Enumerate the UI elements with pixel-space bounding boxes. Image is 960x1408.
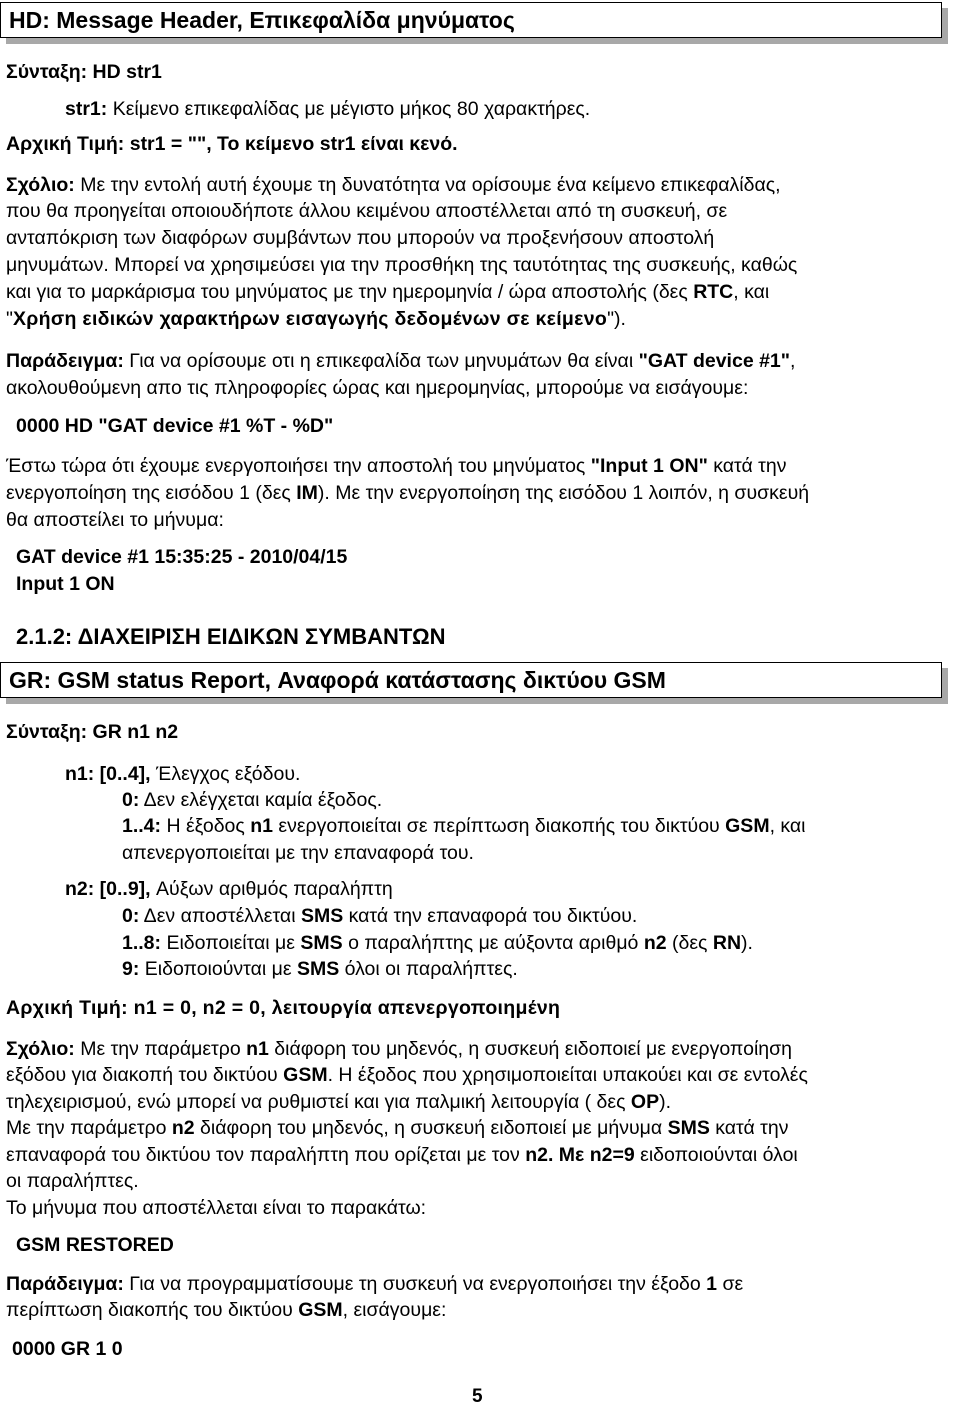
text: " [6, 308, 13, 330]
text: κατά την επαναφορά του δικτύου. [343, 905, 638, 927]
text: επαναφορά του δικτύου τον παραλήπτη που ορίζεται με τον [6, 1144, 526, 1166]
special-chars-ref: Χρήση ειδικών χαρακτήρων εισαγωγής δεδομένων σε κείμενο [12, 308, 608, 330]
text: "). [607, 308, 626, 330]
text: , και [733, 281, 770, 303]
hd-header-box: HD: Message Header, Επικεφαλίδα μηνύματος [0, 2, 942, 38]
text: . Η έξοδος που χρησιμοποιείται υπακούει και σε εντολές [327, 1064, 808, 1086]
param-desc: Έλεγχος εξόδου. [150, 763, 301, 785]
value-desc: Δεν ελέγχεται καμία έξοδος. [139, 789, 383, 811]
gr-n2-value-1-8 [122, 931, 753, 956]
text: , εισάγουμε: [342, 1299, 447, 1321]
text: Δεν αποστέλλεται [139, 905, 301, 927]
gr-n2-value-9 [122, 957, 518, 982]
gr-n1-value-1-4-line-2: απενεργοποιείται με την επαναφορά του. [122, 842, 474, 864]
gr-initial-value: Αρχική Τιμή: n1 = 0, n2 = 0, λειτουργία απενεργοποιημένη [6, 997, 561, 1019]
hd-comment-line-6 [6, 307, 626, 332]
gr-comment-line-4 [6, 1116, 788, 1141]
text: Έστω τώρα ότι έχουμε ενεργοποιήσει την αποστολή του μηνύματος [6, 455, 591, 477]
gr-comment-line-1 [6, 1037, 792, 1062]
hd-example-code: 0000 HD "GAT device #1 %T - %D" [16, 415, 334, 437]
value-key: 9: [122, 958, 140, 980]
hd-syntax: Σύνταξη: HD str1 [6, 61, 162, 83]
text: , [790, 350, 796, 372]
hd-param-str1 [65, 97, 590, 122]
gr-message: GSM RESTORED [16, 1234, 174, 1256]
n2-all-ref: Με n2=9 [553, 1144, 635, 1166]
text: και για το μαρκάρισμα του μηνύματος με την ημερομηνία / ώρα αποστολής (δες [6, 281, 694, 303]
comment-label: Σχόλιο: [6, 1038, 75, 1060]
sms-ref: SMS [300, 932, 343, 954]
text: Η έξοδος [161, 815, 251, 837]
hd-message-line-1: GAT device #1 15:35:25 - 2010/04/15 [16, 546, 348, 568]
hd-example-line-1 [6, 349, 795, 374]
section-number: 2.1.2: [16, 624, 78, 649]
text: όλοι οι παραλήπτες. [339, 958, 518, 980]
gr-comment-line-7: Το μήνυμα που αποστέλλεται είναι το παρακάτω: [6, 1197, 427, 1219]
param-key: str1: [65, 98, 108, 120]
example-label: Παράδειγμα: [6, 1273, 124, 1295]
gr-syntax: Σύνταξη: GR n1 n2 [6, 721, 179, 743]
text: περίπτωση διακοπής του δικτύου [6, 1299, 299, 1321]
value-key: 1..8: [122, 932, 162, 954]
rn-ref: RN [712, 932, 742, 954]
hd-example-line-2: ακολουθούμενη απο τις πληροφορίες ώρας και ημερομηνίας, μπορούμε να εισάγουμε: [6, 377, 749, 399]
n2-ref: n2 [643, 932, 667, 954]
gr-comment-line-6: οι παραλήπτες. [6, 1170, 139, 1192]
text: ). [741, 932, 753, 954]
sms-ref: SMS [667, 1117, 710, 1139]
example-label: Παράδειγμα: [6, 350, 124, 372]
n1-ref: n1 [246, 1038, 269, 1060]
hd-comment-line-1 [6, 173, 781, 198]
param-desc: Αύξων αριθμός παραλήπτη [150, 878, 393, 900]
text: ). Με την ενεργοποίηση της εισόδου 1 λοιπόν, η συσκευή [317, 482, 810, 504]
param-desc: Κείμενο επικεφαλίδας με μέγιστο μήκος 80 χαρακτήρες. [107, 98, 591, 120]
hd-comment-line-2: που θα προηγείται οποιουδήποτε άλλου κειμένου αποστέλλεται από τη συσκευή, σε [6, 200, 728, 222]
op-ref: OP [630, 1091, 660, 1113]
output-ref: 1 [706, 1273, 718, 1295]
gr-comment-line-5 [6, 1143, 798, 1168]
text: κατά την [707, 455, 787, 477]
text: κατά την [709, 1117, 789, 1139]
text: Ειδοποιούνται με [139, 958, 297, 980]
text: Ειδοποιείται με [161, 932, 301, 954]
gr-header-box: GR: GSM status Report, Αναφορά κατάστασης δικτύου GSM [0, 662, 942, 698]
value-key: 1..4: [122, 815, 162, 837]
text: ο παραλήπτης με αύξοντα αριθμό [342, 932, 644, 954]
text: Για να προγραμματίσουμε τη συσκευή να ενεργοποιήσει την έξοδο [123, 1273, 707, 1295]
value-key: 0: [122, 789, 140, 811]
gr-comment-line-2 [6, 1063, 808, 1088]
param-key: n1: [0..4], [65, 763, 151, 785]
text: διάφορη του μηδενός, η συσκευή ειδοποιεί με μήνυμα [194, 1117, 668, 1139]
text: εξόδου για διακοπή του δικτύου [6, 1064, 284, 1086]
gr-n1-value-0 [122, 788, 382, 813]
section-title: ΔΙΑΧΕΙΡΙΣΗ ΕΙΔΙΚΩΝ ΣΥΜΒΑΝΤΩΝ [77, 624, 446, 649]
value-key: 0: [122, 905, 140, 927]
gr-n2-value-0 [122, 904, 637, 929]
n2-ref: n2. [525, 1144, 554, 1166]
section-heading [16, 624, 446, 650]
comment-text: Με την εντολή αυτή έχουμε τη δυνατότητα να ορίσουμε ένα κείμενο επικεφαλίδας, [74, 174, 781, 196]
text: ειδοποιούνται όλοι [634, 1144, 798, 1166]
text: διάφορη του μηδενός, η συσκευή ειδοποιεί με ενεργοποίηση [268, 1038, 792, 1060]
text: ενεργοποιείται σε περίπτωση διακοπής του δικτύου [272, 815, 726, 837]
text: Για να ορίσουμε οτι η επικεφαλίδα των μηνυμάτων θα είναι [123, 350, 639, 372]
param-key: n2: [0..9], [65, 878, 151, 900]
sms-ref: SMS [300, 905, 344, 927]
hd-example-line-5: θα αποστείλει το μήνυμα: [6, 509, 224, 531]
text: ). [659, 1091, 672, 1113]
page-number: 5 [472, 1386, 483, 1407]
hd-initial-value: Αρχική Τιμή: str1 = "", Το κείμενο str1 είναι κενό. [6, 133, 458, 155]
message-value: "Input 1 ON" [590, 455, 708, 477]
hd-comment-line-4: μηνυμάτων. Μπορεί να χρησιμεύσει για την προσθήκη της ταυτότητας της συσκευής, καθώς [6, 254, 798, 276]
gr-comment-line-3 [6, 1090, 671, 1115]
comment-label: Σχόλιο: [6, 174, 75, 196]
gsm-ref: GSM [725, 815, 770, 837]
n2-ref: n2 [171, 1117, 195, 1139]
hd-message-line-2: Input 1 ON [16, 573, 115, 595]
n1-ref: n1 [250, 815, 273, 837]
hd-comment-line-5 [6, 280, 769, 305]
rtc-ref: RTC [693, 281, 734, 303]
header-value: "GAT device #1" [638, 350, 791, 372]
text: τηλεχειρισμού, ενώ μπορεί να ρυθμιστεί και για παλμική λειτουργία ( δες [6, 1091, 631, 1113]
text: Με την παράμετρο [6, 1117, 172, 1139]
gr-n1 [65, 762, 300, 787]
hd-example-line-4 [6, 481, 809, 506]
gr-n1-value-1-4 [122, 814, 806, 839]
text: (δες [666, 932, 713, 954]
im-ref: IM [296, 482, 318, 504]
gsm-ref: GSM [298, 1299, 343, 1321]
text: , και [769, 815, 806, 837]
gr-example-line-2 [6, 1298, 446, 1323]
gr-example-code: 0000 GR 1 0 [12, 1338, 123, 1360]
text: σε [717, 1273, 744, 1295]
gr-n2 [65, 877, 393, 902]
hd-comment-line-3: ανταπόκριση των διαφόρων συμβάντων που μπορούν να προξενήσουν αποστολή [6, 227, 715, 249]
text: ενεργοποίηση της εισόδου 1 (δες [6, 482, 297, 504]
text: Με την παράμετρο [74, 1038, 247, 1060]
gsm-ref: GSM [283, 1064, 328, 1086]
sms-ref: SMS [296, 958, 340, 980]
gr-example-line-1 [6, 1272, 743, 1297]
hd-example-line-3 [6, 454, 786, 479]
